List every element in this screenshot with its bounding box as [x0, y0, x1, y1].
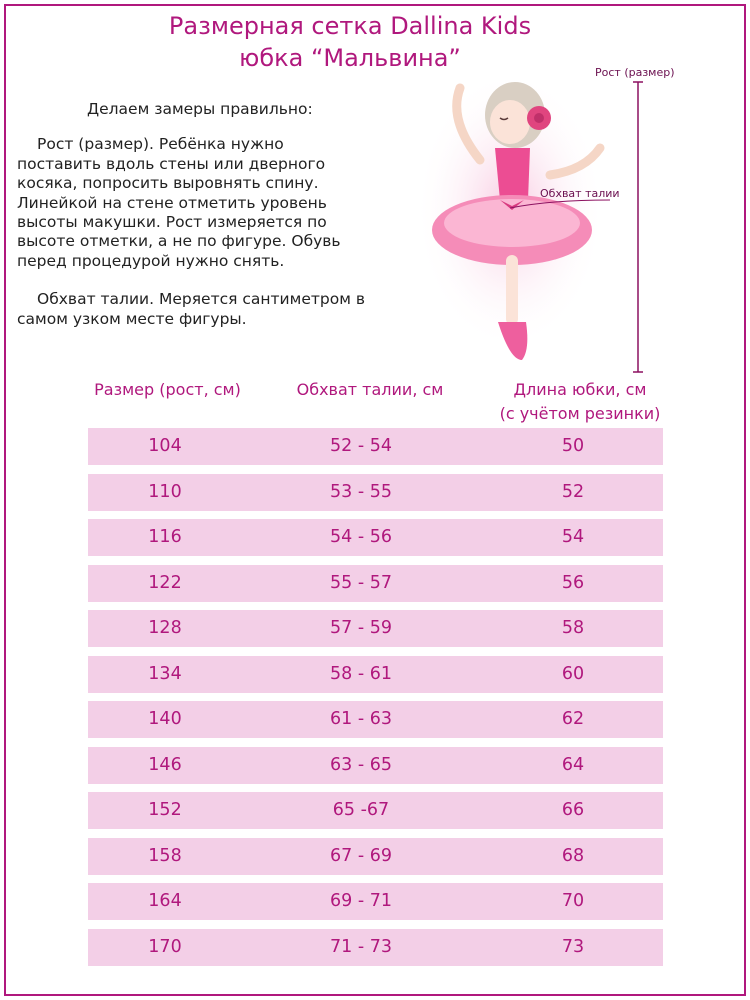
cell-waist: 58 - 61 [330, 663, 392, 684]
table-row [88, 701, 663, 738]
table-row [88, 565, 663, 602]
header-length-line-2: (с учётом резинки) [499, 404, 661, 423]
title-line-2: юбка “Мальвина” [239, 44, 461, 72]
cell-size: 146 [148, 754, 182, 775]
table-row [88, 838, 663, 875]
table-row [88, 519, 663, 556]
header-length [490, 378, 670, 426]
header-waist: Обхват талии, см [296, 380, 444, 399]
cell-length: 66 [561, 800, 585, 820]
title-line-1: Размерная сетка Dallina Kids [168, 12, 532, 40]
header-size: Размер (рост, см) [94, 380, 241, 399]
cell-size: 170 [148, 936, 182, 957]
height-label: Рост (размер) [595, 66, 675, 79]
face [490, 100, 530, 144]
cell-size: 122 [148, 572, 182, 593]
cell-waist: 71 - 73 [330, 936, 392, 957]
cell-size: 140 [148, 709, 182, 729]
table-row [88, 474, 663, 511]
cell-length: 50 [561, 436, 585, 456]
header-length-line-1: Длина юбки, см [513, 380, 647, 399]
cell-length: 68 [561, 845, 585, 866]
cell-length: 62 [561, 709, 585, 729]
table-row [88, 929, 663, 966]
waist-label: Обхват талии [540, 187, 620, 200]
cell-size: 110 [148, 481, 182, 502]
cell-size: 158 [148, 845, 182, 866]
instructions-heading: Делаем замеры правильно: [87, 100, 313, 118]
cell-size: 134 [148, 663, 182, 684]
instructions [17, 100, 372, 348]
cell-waist: 65 -67 [332, 800, 390, 820]
cell-length: 58 [561, 618, 585, 638]
cell-length: 64 [561, 754, 585, 775]
cell-length: 70 [561, 891, 585, 911]
leg [506, 255, 518, 325]
cell-size: 164 [148, 891, 182, 911]
cell-size: 152 [148, 800, 182, 820]
waist-instructions: Обхват талии. Меряется сантиметром в самом узком месте фигуры. [17, 290, 365, 328]
cell-waist: 61 - 63 [330, 709, 392, 729]
cell-waist: 57 - 59 [330, 618, 392, 638]
cell-length: 60 [561, 663, 585, 684]
height-instructions: Рост (размер). Ребёнка нужно поставить вдоль стены или дверного косяка, попросить выровнять спину. Линейкой на стене отметить уровень высоты макушки. Рост измеряется по высоте отметки, а не по фигуре. Обувь перед процедурой нужно снять. [17, 135, 341, 270]
ballerina-illustration [400, 60, 690, 390]
table-row [88, 883, 663, 920]
table-row [88, 747, 663, 784]
cell-waist: 69 - 71 [330, 891, 392, 911]
table-row [88, 792, 663, 829]
table-row [88, 610, 663, 647]
cell-waist: 55 - 57 [330, 572, 392, 593]
cell-waist: 63 - 65 [330, 754, 392, 775]
cell-size: 128 [148, 618, 182, 638]
cell-waist: 54 - 56 [330, 527, 392, 547]
table-row [88, 656, 663, 693]
cell-waist: 52 - 54 [330, 436, 392, 456]
cell-length: 56 [561, 572, 585, 593]
cell-length: 54 [561, 527, 585, 547]
cell-length: 73 [561, 936, 585, 957]
cell-size: 104 [148, 436, 182, 456]
cell-size: 116 [148, 527, 182, 547]
cell-length: 52 [561, 481, 585, 502]
cell-waist: 53 - 55 [330, 481, 392, 502]
table-row [88, 428, 663, 465]
bodice [495, 148, 530, 200]
cell-waist: 67 - 69 [330, 845, 392, 866]
